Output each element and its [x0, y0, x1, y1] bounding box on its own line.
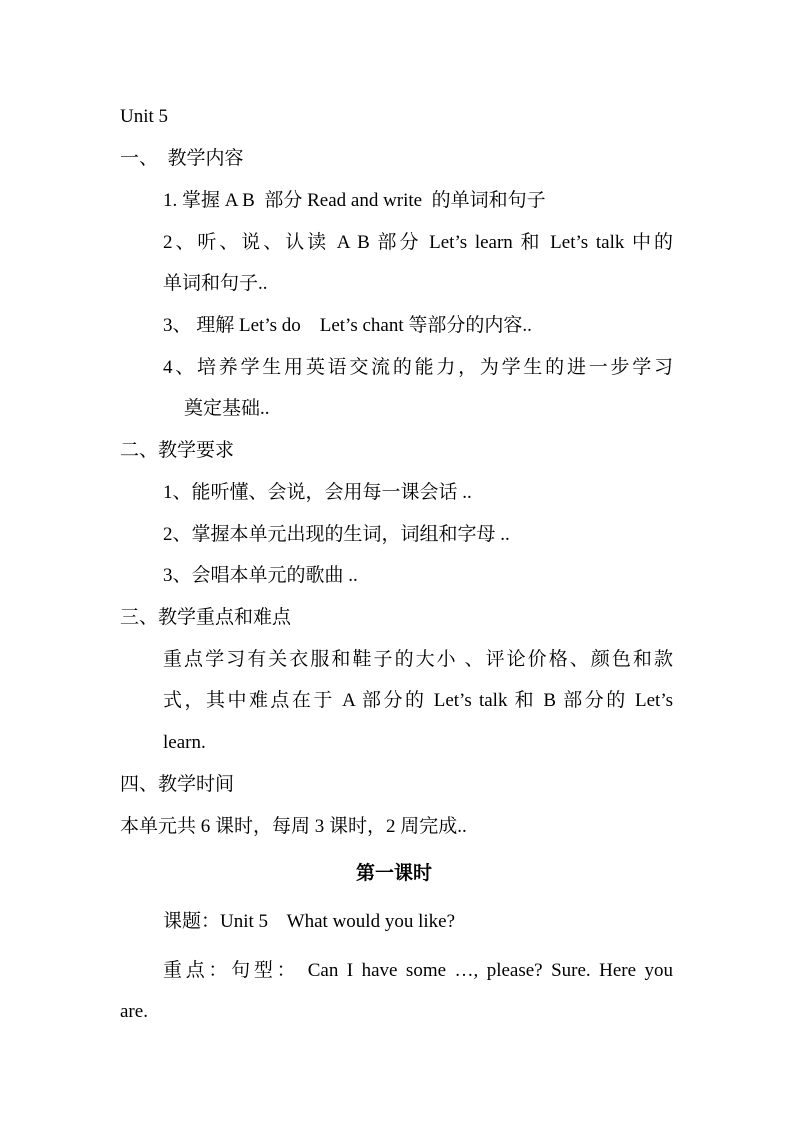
section4-text: 本单元共 6 课时，每周 3 课时，2 周完成..: [120, 816, 467, 837]
section3-heading: 三、教学重点和难点: [120, 607, 292, 628]
section1-item-2: 2、听、说、认读 A B 部分 Let’s learn 和 Let’s talk 中的: [163, 232, 673, 253]
lesson1-topic: 课题：Unit 5 What would you like?: [163, 911, 456, 932]
section1-item-1: 1. 掌握 A B 部分 Read and write 的单词和句子: [163, 190, 546, 211]
unit-title: Unit 5: [120, 106, 169, 127]
section3-line-2: 式，其中难点在于 A 部分的 Let’s talk 和 B 部分的 Let’s: [163, 690, 673, 711]
section1-item-3: 3、 理解 Let’s do Let’s chant 等部分的内容..: [163, 315, 532, 336]
section4-heading: 四、教学时间: [120, 774, 235, 795]
section1-item-4: 4、培养学生用英语交流的能力，为学生的进一步学习: [163, 357, 673, 378]
section1-heading: 一、 教学内容: [120, 148, 244, 169]
section3-line-3: learn.: [163, 732, 206, 753]
section1-item-2-cont: 单词和句子..: [163, 273, 268, 294]
section2-item-3: 3、会唱本单元的歌曲 ..: [163, 565, 358, 586]
section3-line-1: 重点学习有关衣服和鞋子的大小 、评论价格、颜色和款: [163, 649, 673, 670]
section2-heading: 二、教学要求: [120, 440, 235, 461]
lesson1-title: 第一课时: [356, 863, 433, 884]
section2-item-2: 2、掌握本单元出现的生词，词组和字母 ..: [163, 524, 510, 545]
lesson1-key-line-1: 重点：句型： Can I have some …, please? Sure. Here you: [163, 960, 673, 981]
section1-item-4-cont: 奠定基础..: [184, 398, 270, 419]
section2-item-1: 1、能听懂、会说，会用每一课会话 ..: [163, 482, 472, 503]
lesson1-key-line-2: are.: [120, 1001, 148, 1022]
